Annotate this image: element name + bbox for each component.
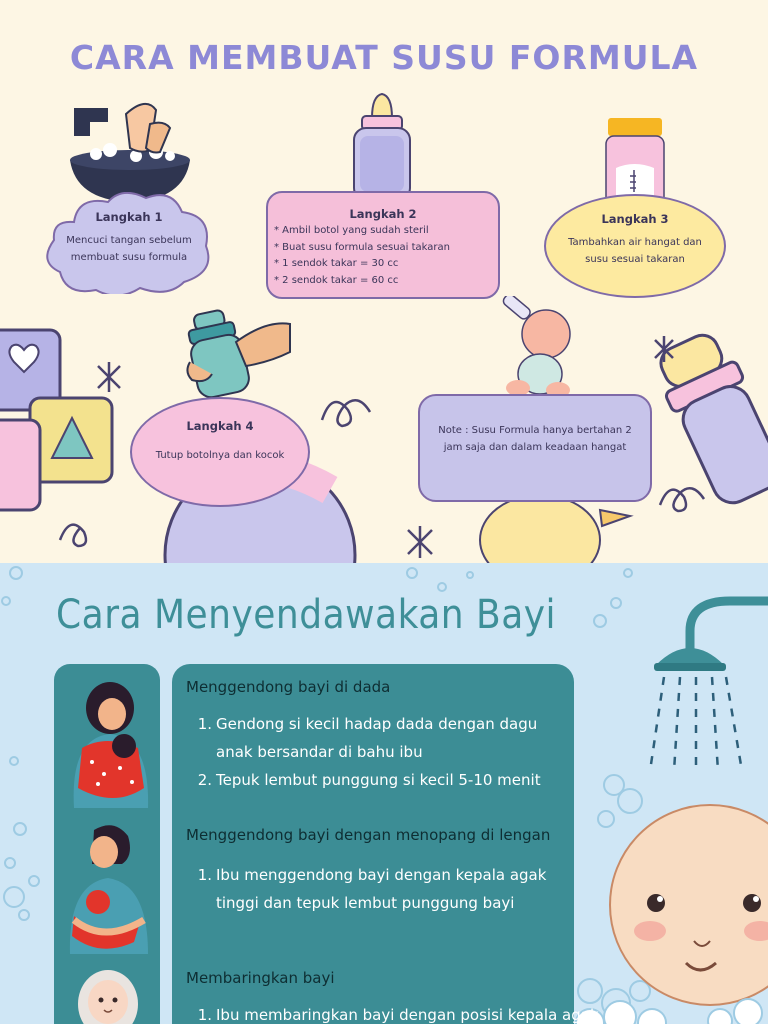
section-list <box>186 1001 599 1024</box>
illustration-column <box>54 664 160 1024</box>
step-1-title: Langkah 1 <box>95 210 163 224</box>
list-item <box>186 710 566 766</box>
list-item <box>186 861 566 917</box>
step-2-card <box>266 191 500 299</box>
step-4-card <box>130 397 310 507</box>
note-card <box>418 394 652 502</box>
item-number: 1. <box>197 1006 212 1024</box>
step-3-card <box>544 194 726 298</box>
mother-holding-baby-chest-icon <box>64 678 154 808</box>
section-list <box>186 710 566 794</box>
baby-drinking-icon <box>496 296 578 408</box>
section-list <box>186 861 566 917</box>
section-heading: Membaringkan bayi <box>186 969 335 987</box>
burping-section <box>0 563 768 1024</box>
step-2-title: Langkah 2 <box>349 207 417 221</box>
item-text: Ibu membaringkan bayi dengan posisi kepala agak <box>216 1006 599 1024</box>
formula-title: CARA MEMBUAT SUSU FORMULA <box>69 38 699 77</box>
step-4-text: Tutup botolnya dan kocok <box>155 450 285 461</box>
step-3-text: Tambahkan air hangat dan susu sesuai takaran <box>568 237 702 265</box>
item-text: Gendong si kecil hadap dada dengan dagu anak bersandar di bahu ibu <box>216 715 538 761</box>
step-4-title: Langkah 4 <box>186 419 254 433</box>
list-item <box>186 1001 599 1024</box>
item-text: Ibu menggendong bayi dengan kepala agak tinggi dan tepuk lembut punggung bayi <box>216 866 547 912</box>
shower-icon <box>620 581 768 781</box>
step-1-text: Mencuci tangan sebelum membuat susu formula <box>66 235 192 263</box>
shaking-bottle-icon <box>184 306 296 400</box>
step-2-list <box>274 223 492 289</box>
step-2-item: * Ambil botol yang sudah steril <box>274 225 429 236</box>
baby-lying-icon <box>72 964 146 1024</box>
step-2-item: * 2 sendok takar = 60 cc <box>274 274 399 286</box>
baby-face-icon <box>570 773 768 1024</box>
burping-title: Cara Menyendawakan Bayi <box>56 592 557 638</box>
item-number: 1. <box>197 866 212 884</box>
baby-bottle-icon <box>350 92 414 204</box>
item-text: Tepuk lembut punggung si kecil 5-10 menit <box>216 771 541 789</box>
list-item <box>186 766 566 794</box>
step-2-item: * 1 sendok takar = 30 cc <box>274 258 399 269</box>
step-3-title: Langkah 3 <box>601 212 669 226</box>
step-1-card <box>44 192 214 294</box>
item-number: 2. <box>197 771 212 789</box>
handwashing-icon <box>66 94 194 206</box>
note-text: Note : Susu Formula hanya bertahan 2 jam saja dan dalam keadaan hangat <box>438 425 632 453</box>
mother-holding-baby-arm-icon <box>64 820 154 954</box>
step-2-item: * Buat susu formula sesuai takaran <box>274 241 450 253</box>
section-heading: Menggendong bayi di dada <box>186 678 391 696</box>
section-heading: Menggendong bayi dengan menopang di lengan <box>186 826 551 844</box>
item-number: 1. <box>197 715 212 733</box>
instructions-panel <box>172 664 599 1024</box>
